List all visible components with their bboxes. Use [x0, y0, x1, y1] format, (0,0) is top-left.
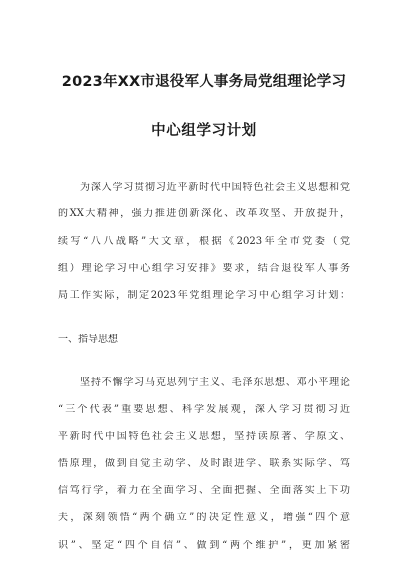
intro-line-1: 为深入学习贯彻习近平新时代中国特色社会主义思想和党 [80, 182, 350, 193]
section-heading-guiding-thought: 一、指导思想 [58, 334, 118, 345]
section-line-1: 坚持不懈学习马克思列宁主义、毛泽东思想、邓小平理论 [80, 377, 350, 388]
section-line-3: 平新时代中国特色社会主义思想，坚持读原著、学原文、 [58, 431, 350, 442]
intro-line-2: 的XX大精神，强力推进创新深化、改革攻坚、开放提升， [58, 208, 350, 219]
section-line-7: 识”、坚定“四个自信”、做到“两个维护”，更加紧密 [58, 540, 350, 551]
intro-line-3: 续写“八八战略”大文章，根据《2023年全市党委（党 [58, 236, 350, 247]
intro-line-4: 组）理论学习中心组学习安排》要求，结合退役军人事务 [58, 263, 350, 274]
section-line-5: 信笃行学，着力在全面学习、全面把握、全面落实上下功 [58, 485, 350, 496]
section-line-4: 悟原理，做到自觉主动学、及时跟进学、联系实际学、笃 [58, 458, 350, 469]
document-title-line-1: 2023年XX市退役军人事务局党组理论学习 [61, 74, 347, 90]
document-title-line-2: 中心组学习计划 [151, 123, 257, 139]
intro-line-5: 局工作实际，制定2023年党组理论学习中心组学习计划： [58, 290, 350, 301]
section-line-6: 夫，深刻领悟“两个确立”的决定性意义，增强“四个意 [58, 512, 350, 523]
section-line-2: “三个代表”重要思想、科学发展观，深入学习贯彻习近 [58, 404, 350, 415]
